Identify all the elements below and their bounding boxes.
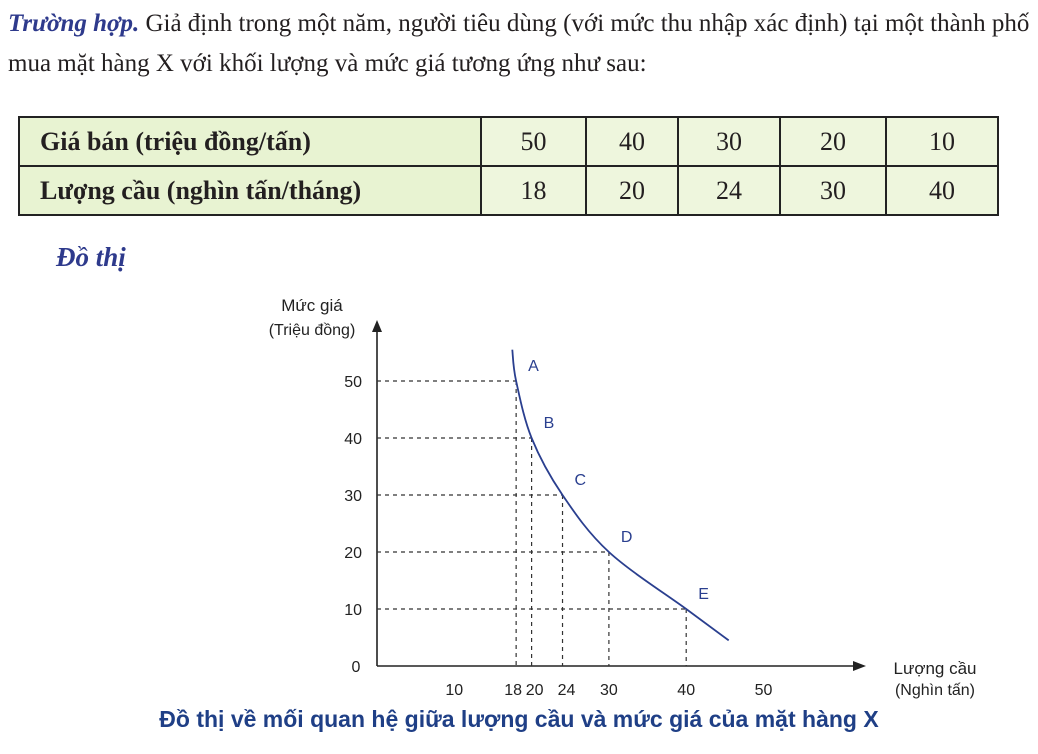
table-row-quantity [19,166,998,215]
x-tick-label: 30 [600,682,618,699]
table-cell: 30 [780,166,886,215]
x-tick-label: 18 [504,682,523,699]
table-cell: 24 [678,166,780,215]
guide-lines [377,381,686,666]
x-axis-unit: (Nghìn tấn) [894,682,976,699]
row-header-price: Giá bán (triệu đồng/tấn) [19,117,481,166]
table-cell: 20 [780,117,886,166]
y-axis-unit: (Triệu đồng) [268,322,356,339]
section-title: Đồ thị [56,242,126,272]
table-row-price [19,117,998,166]
x-tick-label: 50 [754,682,773,699]
y-tick-label: 40 [344,431,362,448]
table-cell: 18 [481,166,586,215]
y-axis-arrow [372,320,382,332]
table-cell: 40 [886,166,998,215]
x-axis-label: Lượng cầu [893,659,977,678]
chart-caption: Đồ thị về mối quan hệ giữa lượng cầu và mức giá của mặt hàng X [159,706,879,732]
x-tick-label: 10 [445,682,464,699]
point-labels [528,358,709,603]
table-cell: 50 [481,117,586,166]
intro-paragraph [8,4,1032,84]
intro-text: Giả định trong một năm, người tiêu dùng (với mức thu nhập xác định) tại một thành phố mua mặt hàng X với khối lượng và mức giá tương ứng như sau: [8,10,1030,77]
y-tick-label: 50 [344,374,362,391]
table-cell: 40 [586,117,678,166]
chart-axes [372,320,866,671]
row-header-quantity: Lượng cầu (nghìn tấn/tháng) [19,166,481,215]
y-tick-labels [344,374,362,619]
demand-curve [512,350,728,641]
point-label: B [543,415,555,432]
x-axis-arrow [853,661,866,671]
x-tick-label: 20 [525,682,544,699]
point-label: D [620,529,633,546]
intro-lead: Trường hợp. [8,10,140,37]
table-cell: 30 [678,117,780,166]
origin-label: 0 [351,659,361,676]
demand-chart [0,280,1038,700]
point-label: E [698,586,709,603]
price-demand-table [18,116,999,216]
table-cell: 20 [586,166,678,215]
x-tick-label: 24 [557,682,576,699]
y-tick-label: 30 [344,488,362,505]
x-tick-label: 40 [677,682,696,699]
y-axis-label: Mức giá [281,296,343,315]
y-tick-label: 10 [344,602,362,619]
y-tick-label: 20 [344,545,362,562]
point-label: A [528,358,539,375]
point-label: C [574,472,587,489]
x-tick-labels [445,682,772,699]
table-cell: 10 [886,117,998,166]
